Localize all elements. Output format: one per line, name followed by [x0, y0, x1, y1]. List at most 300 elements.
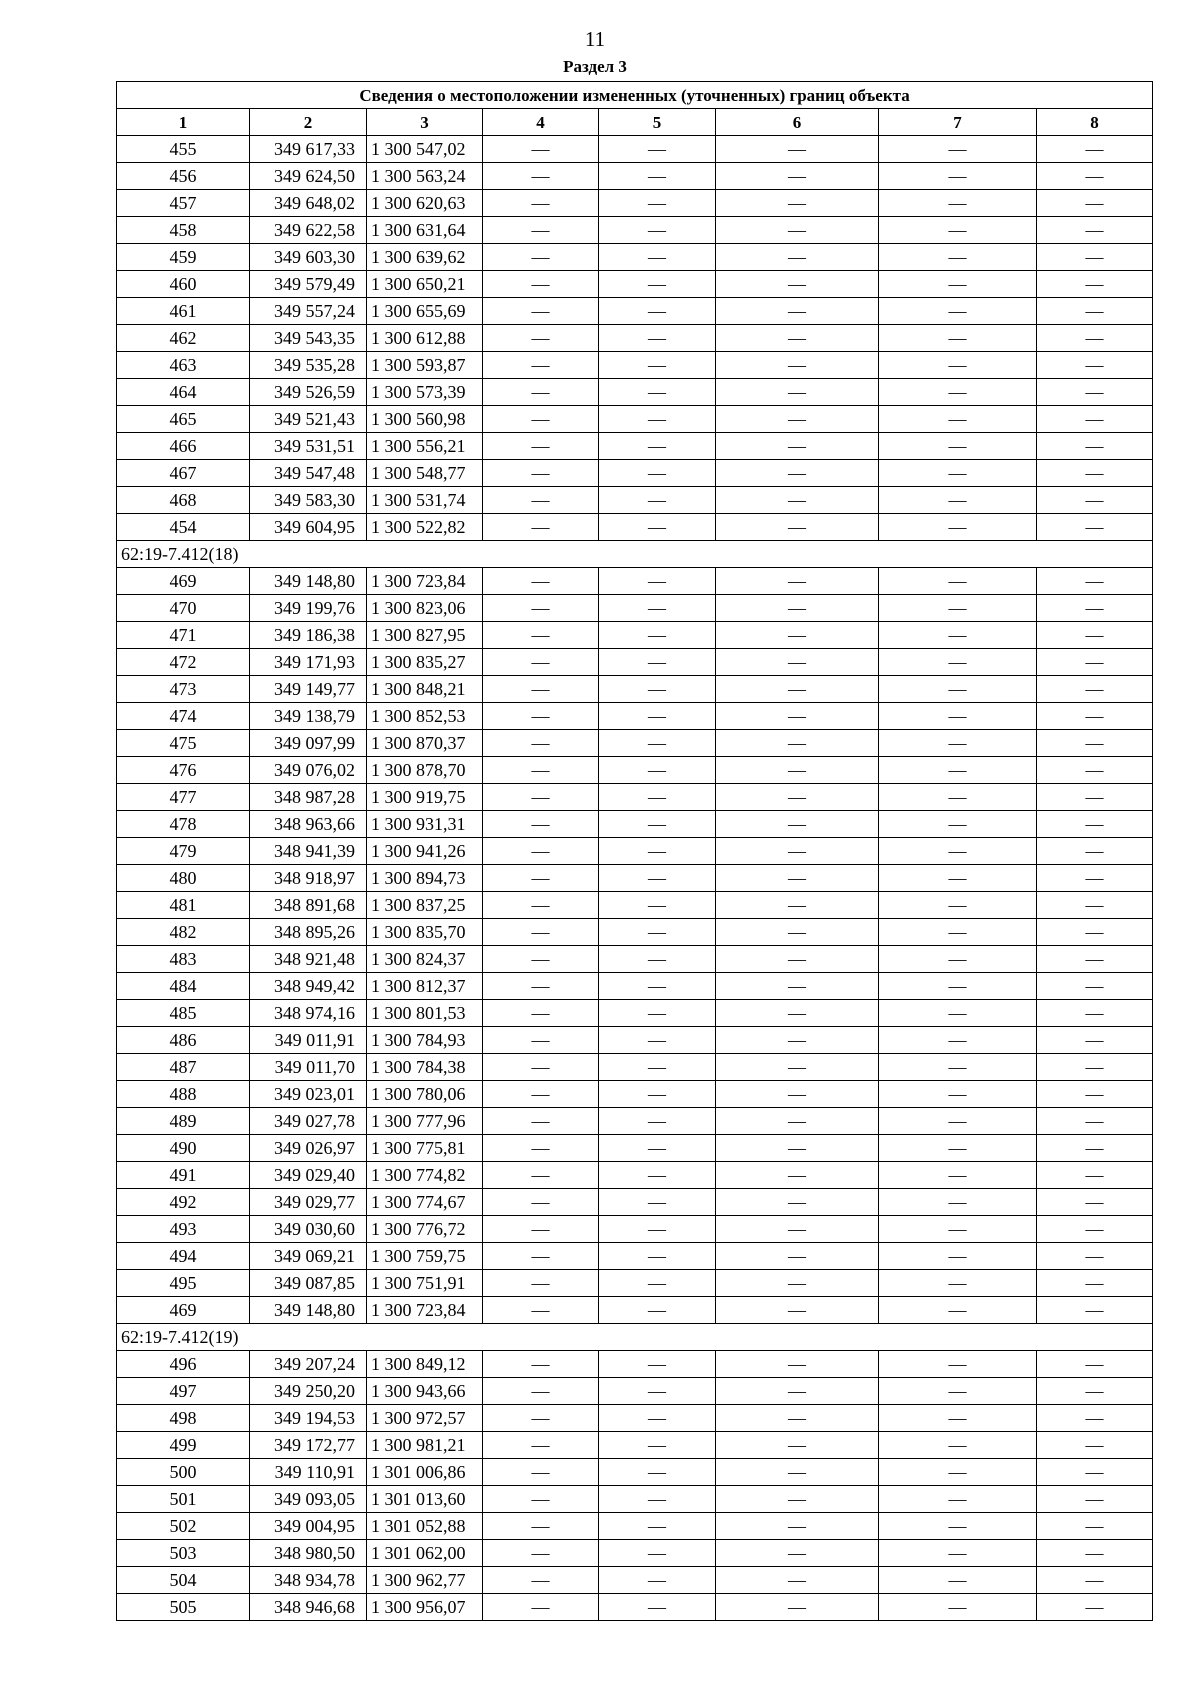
- point-number-cell: 477: [117, 784, 250, 811]
- dash-cell: —: [599, 1378, 716, 1405]
- dash-cell: —: [483, 271, 599, 298]
- table-row: [117, 325, 1153, 352]
- point-number-cell: 462: [117, 325, 250, 352]
- coordinate-x-cell: 348 949,42: [250, 973, 367, 1000]
- coordinate-x-cell: 349 186,38: [250, 622, 367, 649]
- dash-cell: —: [716, 1243, 879, 1270]
- dash-cell: —: [1037, 838, 1153, 865]
- dash-cell: —: [483, 757, 599, 784]
- coordinate-y-cell: 1 300 751,91: [367, 1270, 483, 1297]
- point-number-cell: 459: [117, 244, 250, 271]
- dash-cell: —: [599, 703, 716, 730]
- point-number-cell: 465: [117, 406, 250, 433]
- coordinate-y-cell: 1 300 780,06: [367, 1081, 483, 1108]
- dash-cell: —: [1037, 1270, 1153, 1297]
- dash-cell: —: [1037, 1432, 1153, 1459]
- point-number-cell: 469: [117, 1297, 250, 1324]
- dash-cell: —: [599, 1027, 716, 1054]
- table-row: [117, 352, 1153, 379]
- dash-cell: —: [483, 1162, 599, 1189]
- dash-cell: —: [599, 1216, 716, 1243]
- dash-cell: —: [716, 244, 879, 271]
- dash-cell: —: [879, 1081, 1037, 1108]
- coordinate-y-cell: 1 300 870,37: [367, 730, 483, 757]
- dash-cell: —: [716, 190, 879, 217]
- dash-cell: —: [879, 703, 1037, 730]
- coordinate-x-cell: 349 526,59: [250, 379, 367, 406]
- coordinate-x-cell: 349 543,35: [250, 325, 367, 352]
- coordinate-y-cell: 1 300 941,26: [367, 838, 483, 865]
- dash-cell: —: [483, 568, 599, 595]
- point-number-cell: 467: [117, 460, 250, 487]
- dash-cell: —: [879, 271, 1037, 298]
- table-row: [117, 730, 1153, 757]
- coordinate-x-cell: 349 583,30: [250, 487, 367, 514]
- point-number-cell: 458: [117, 217, 250, 244]
- dash-cell: —: [483, 514, 599, 541]
- table-row: [117, 1567, 1153, 1594]
- coordinate-x-cell: 348 918,97: [250, 865, 367, 892]
- boundary-coordinates-table: [116, 81, 1153, 1621]
- coordinate-x-cell: 349 579,49: [250, 271, 367, 298]
- dash-cell: —: [1037, 487, 1153, 514]
- dash-cell: —: [483, 1108, 599, 1135]
- coordinate-x-cell: 349 603,30: [250, 244, 367, 271]
- dash-cell: —: [716, 217, 879, 244]
- coordinate-y-cell: 1 300 812,37: [367, 973, 483, 1000]
- column-header: 4: [483, 109, 599, 136]
- dash-cell: —: [1037, 622, 1153, 649]
- dash-cell: —: [716, 1405, 879, 1432]
- coordinate-x-cell: 349 069,21: [250, 1243, 367, 1270]
- table-body: [117, 136, 1153, 1621]
- coordinate-y-cell: 1 300 522,82: [367, 514, 483, 541]
- dash-cell: —: [1037, 757, 1153, 784]
- dash-cell: —: [1037, 973, 1153, 1000]
- dash-cell: —: [599, 163, 716, 190]
- dash-cell: —: [716, 1459, 879, 1486]
- coordinate-x-cell: 349 624,50: [250, 163, 367, 190]
- coordinate-y-cell: 1 300 784,93: [367, 1027, 483, 1054]
- dash-cell: —: [716, 730, 879, 757]
- table-row: [117, 1378, 1153, 1405]
- dash-cell: —: [716, 1486, 879, 1513]
- column-header: 8: [1037, 109, 1153, 136]
- point-number-cell: 493: [117, 1216, 250, 1243]
- dash-cell: —: [599, 1513, 716, 1540]
- column-header: 6: [716, 109, 879, 136]
- dash-cell: —: [599, 1594, 716, 1621]
- point-number-cell: 482: [117, 919, 250, 946]
- dash-cell: —: [1037, 811, 1153, 838]
- dash-cell: —: [1037, 460, 1153, 487]
- coordinate-y-cell: 1 300 894,73: [367, 865, 483, 892]
- dash-cell: —: [879, 1270, 1037, 1297]
- dash-cell: —: [879, 730, 1037, 757]
- dash-cell: —: [716, 406, 879, 433]
- coordinate-x-cell: 349 011,91: [250, 1027, 367, 1054]
- dash-cell: —: [483, 1027, 599, 1054]
- coordinate-y-cell: 1 300 556,21: [367, 433, 483, 460]
- point-number-cell: 476: [117, 757, 250, 784]
- coordinate-y-cell: 1 300 777,96: [367, 1108, 483, 1135]
- dash-cell: —: [879, 1567, 1037, 1594]
- dash-cell: —: [599, 1054, 716, 1081]
- point-number-cell: 488: [117, 1081, 250, 1108]
- coordinate-x-cell: 348 980,50: [250, 1540, 367, 1567]
- dash-cell: —: [716, 514, 879, 541]
- table-row: [117, 1027, 1153, 1054]
- coordinate-y-cell: 1 300 650,21: [367, 271, 483, 298]
- coordinate-y-cell: 1 300 827,95: [367, 622, 483, 649]
- dash-cell: —: [599, 1459, 716, 1486]
- dash-cell: —: [716, 973, 879, 1000]
- point-number-cell: 492: [117, 1189, 250, 1216]
- coordinate-x-cell: 349 199,76: [250, 595, 367, 622]
- dash-cell: —: [483, 460, 599, 487]
- dash-cell: —: [716, 703, 879, 730]
- dash-cell: —: [1037, 730, 1153, 757]
- dash-cell: —: [879, 514, 1037, 541]
- dash-cell: —: [483, 136, 599, 163]
- point-number-cell: 478: [117, 811, 250, 838]
- dash-cell: —: [1037, 1459, 1153, 1486]
- dash-cell: —: [879, 298, 1037, 325]
- point-number-cell: 469: [117, 568, 250, 595]
- dash-cell: —: [1037, 190, 1153, 217]
- coordinate-y-cell: 1 300 823,06: [367, 595, 483, 622]
- coordinate-y-cell: 1 300 919,75: [367, 784, 483, 811]
- dash-cell: —: [879, 406, 1037, 433]
- coordinate-y-cell: 1 300 972,57: [367, 1405, 483, 1432]
- coordinate-x-cell: 349 076,02: [250, 757, 367, 784]
- coordinate-y-cell: 1 300 560,98: [367, 406, 483, 433]
- dash-cell: —: [1037, 1162, 1153, 1189]
- coordinate-x-cell: 349 250,20: [250, 1378, 367, 1405]
- point-number-cell: 483: [117, 946, 250, 973]
- coordinate-x-cell: 348 891,68: [250, 892, 367, 919]
- dash-cell: —: [483, 1189, 599, 1216]
- dash-cell: —: [599, 1135, 716, 1162]
- dash-cell: —: [879, 433, 1037, 460]
- dash-cell: —: [879, 1513, 1037, 1540]
- dash-cell: —: [599, 406, 716, 433]
- dash-cell: —: [483, 676, 599, 703]
- table-title-row: [117, 82, 1153, 109]
- dash-cell: —: [483, 973, 599, 1000]
- dash-cell: —: [879, 1108, 1037, 1135]
- point-number-cell: 460: [117, 271, 250, 298]
- point-number-cell: 471: [117, 622, 250, 649]
- dash-cell: —: [1037, 1513, 1153, 1540]
- dash-cell: —: [1037, 298, 1153, 325]
- coordinate-y-cell: 1 300 848,21: [367, 676, 483, 703]
- column-header: 5: [599, 109, 716, 136]
- table-row: [117, 487, 1153, 514]
- dash-cell: —: [716, 1027, 879, 1054]
- column-header-row: [117, 109, 1153, 136]
- dash-cell: —: [879, 649, 1037, 676]
- dash-cell: —: [716, 1108, 879, 1135]
- group-row: [117, 1324, 1153, 1351]
- point-number-cell: 461: [117, 298, 250, 325]
- dash-cell: —: [1037, 514, 1153, 541]
- coordinate-x-cell: 349 149,77: [250, 676, 367, 703]
- table-row: [117, 406, 1153, 433]
- coordinate-x-cell: 349 148,80: [250, 568, 367, 595]
- dash-cell: —: [599, 1486, 716, 1513]
- coordinate-y-cell: 1 300 849,12: [367, 1351, 483, 1378]
- dash-cell: —: [716, 1594, 879, 1621]
- dash-cell: —: [879, 163, 1037, 190]
- dash-cell: —: [483, 946, 599, 973]
- dash-cell: —: [483, 487, 599, 514]
- table-title: Сведения о местоположении измененных (уточненных) границ объекта: [117, 82, 1153, 109]
- dash-cell: —: [716, 892, 879, 919]
- coordinate-y-cell: 1 300 573,39: [367, 379, 483, 406]
- dash-cell: —: [879, 1216, 1037, 1243]
- dash-cell: —: [483, 1594, 599, 1621]
- point-number-cell: 490: [117, 1135, 250, 1162]
- dash-cell: —: [879, 838, 1037, 865]
- table-row: [117, 757, 1153, 784]
- coordinate-y-cell: 1 300 774,67: [367, 1189, 483, 1216]
- dash-cell: —: [599, 271, 716, 298]
- coordinate-y-cell: 1 300 775,81: [367, 1135, 483, 1162]
- coordinate-y-cell: 1 300 593,87: [367, 352, 483, 379]
- dash-cell: —: [879, 217, 1037, 244]
- coordinate-x-cell: 349 097,99: [250, 730, 367, 757]
- table-row: [117, 784, 1153, 811]
- coordinate-y-cell: 1 300 801,53: [367, 1000, 483, 1027]
- dash-cell: —: [483, 406, 599, 433]
- coordinate-x-cell: 349 029,40: [250, 1162, 367, 1189]
- point-number-cell: 480: [117, 865, 250, 892]
- dash-cell: —: [599, 1567, 716, 1594]
- column-header: 1: [117, 109, 250, 136]
- point-number-cell: 456: [117, 163, 250, 190]
- dash-cell: —: [1037, 244, 1153, 271]
- dash-cell: —: [599, 811, 716, 838]
- table-row: [117, 271, 1153, 298]
- point-number-cell: 463: [117, 352, 250, 379]
- point-number-cell: 500: [117, 1459, 250, 1486]
- dash-cell: —: [483, 1000, 599, 1027]
- point-number-cell: 466: [117, 433, 250, 460]
- point-number-cell: 504: [117, 1567, 250, 1594]
- dash-cell: —: [599, 838, 716, 865]
- point-number-cell: 495: [117, 1270, 250, 1297]
- table-row: [117, 622, 1153, 649]
- coordinate-y-cell: 1 300 655,69: [367, 298, 483, 325]
- dash-cell: —: [1037, 1567, 1153, 1594]
- dash-cell: —: [599, 946, 716, 973]
- dash-cell: —: [1037, 325, 1153, 352]
- coordinate-x-cell: 349 531,51: [250, 433, 367, 460]
- coordinate-x-cell: 349 026,97: [250, 1135, 367, 1162]
- coordinate-x-cell: 349 004,95: [250, 1513, 367, 1540]
- table-row: [117, 136, 1153, 163]
- dash-cell: —: [879, 1351, 1037, 1378]
- dash-cell: —: [599, 514, 716, 541]
- coordinate-y-cell: 1 300 981,21: [367, 1432, 483, 1459]
- dash-cell: —: [716, 1513, 879, 1540]
- coordinate-y-cell: 1 300 835,27: [367, 649, 483, 676]
- dash-cell: —: [483, 217, 599, 244]
- dash-cell: —: [483, 1054, 599, 1081]
- table-row: [117, 217, 1153, 244]
- table-row: [117, 1513, 1153, 1540]
- dash-cell: —: [879, 757, 1037, 784]
- dash-cell: —: [599, 244, 716, 271]
- coordinate-y-cell: 1 300 547,02: [367, 136, 483, 163]
- dash-cell: —: [599, 352, 716, 379]
- dash-cell: —: [1037, 946, 1153, 973]
- dash-cell: —: [599, 1351, 716, 1378]
- coordinate-y-cell: 1 301 062,00: [367, 1540, 483, 1567]
- dash-cell: —: [716, 865, 879, 892]
- table-row: [117, 1432, 1153, 1459]
- table-row: [117, 514, 1153, 541]
- table-row: [117, 433, 1153, 460]
- dash-cell: —: [716, 1351, 879, 1378]
- dash-cell: —: [599, 1270, 716, 1297]
- coordinate-x-cell: 349 535,28: [250, 352, 367, 379]
- coordinate-y-cell: 1 300 956,07: [367, 1594, 483, 1621]
- point-number-cell: 472: [117, 649, 250, 676]
- section-title: Раздел 3: [563, 57, 627, 76]
- coordinate-y-cell: 1 300 837,25: [367, 892, 483, 919]
- dash-cell: —: [716, 1135, 879, 1162]
- coordinate-x-cell: 349 604,95: [250, 514, 367, 541]
- table-row: [117, 1081, 1153, 1108]
- dash-cell: —: [483, 649, 599, 676]
- dash-cell: —: [599, 622, 716, 649]
- dash-cell: —: [483, 1486, 599, 1513]
- dash-cell: —: [483, 325, 599, 352]
- table-row: [117, 811, 1153, 838]
- table-row: [117, 1459, 1153, 1486]
- dash-cell: —: [716, 1432, 879, 1459]
- dash-cell: —: [879, 1135, 1037, 1162]
- dash-cell: —: [716, 919, 879, 946]
- dash-cell: —: [599, 595, 716, 622]
- dash-cell: —: [1037, 1135, 1153, 1162]
- dash-cell: —: [599, 433, 716, 460]
- dash-cell: —: [879, 892, 1037, 919]
- dash-cell: —: [879, 190, 1037, 217]
- coordinate-x-cell: 348 921,48: [250, 946, 367, 973]
- dash-cell: —: [599, 1108, 716, 1135]
- coordinate-y-cell: 1 300 784,38: [367, 1054, 483, 1081]
- dash-cell: —: [599, 568, 716, 595]
- coordinate-x-cell: 349 030,60: [250, 1216, 367, 1243]
- point-number-cell: 479: [117, 838, 250, 865]
- dash-cell: —: [716, 568, 879, 595]
- dash-cell: —: [483, 433, 599, 460]
- dash-cell: —: [599, 919, 716, 946]
- table-row: [117, 1135, 1153, 1162]
- coordinate-x-cell: 349 138,79: [250, 703, 367, 730]
- dash-cell: —: [879, 379, 1037, 406]
- coordinate-y-cell: 1 300 548,77: [367, 460, 483, 487]
- dash-cell: —: [1037, 136, 1153, 163]
- coordinate-y-cell: 1 300 962,77: [367, 1567, 483, 1594]
- point-number-cell: 503: [117, 1540, 250, 1567]
- dash-cell: —: [483, 1351, 599, 1378]
- coordinate-x-cell: 349 023,01: [250, 1081, 367, 1108]
- dash-cell: —: [1037, 1594, 1153, 1621]
- dash-cell: —: [1037, 703, 1153, 730]
- point-number-cell: 496: [117, 1351, 250, 1378]
- dash-cell: —: [879, 136, 1037, 163]
- dash-cell: —: [483, 1216, 599, 1243]
- dash-cell: —: [1037, 379, 1153, 406]
- coordinate-y-cell: 1 300 631,64: [367, 217, 483, 244]
- point-number-cell: 497: [117, 1378, 250, 1405]
- point-number-cell: 485: [117, 1000, 250, 1027]
- point-number-cell: 484: [117, 973, 250, 1000]
- table-row: [117, 244, 1153, 271]
- dash-cell: —: [599, 379, 716, 406]
- dash-cell: —: [483, 1270, 599, 1297]
- coordinate-y-cell: 1 300 612,88: [367, 325, 483, 352]
- dash-cell: —: [879, 1243, 1037, 1270]
- coordinate-x-cell: 348 974,16: [250, 1000, 367, 1027]
- dash-cell: —: [483, 1081, 599, 1108]
- dash-cell: —: [599, 1000, 716, 1027]
- dash-cell: —: [716, 1270, 879, 1297]
- dash-cell: —: [599, 757, 716, 784]
- point-number-cell: 470: [117, 595, 250, 622]
- dash-cell: —: [879, 1378, 1037, 1405]
- coordinate-x-cell: 349 029,77: [250, 1189, 367, 1216]
- dash-cell: —: [879, 1405, 1037, 1432]
- dash-cell: —: [1037, 865, 1153, 892]
- dash-cell: —: [716, 1000, 879, 1027]
- dash-cell: —: [483, 1405, 599, 1432]
- dash-cell: —: [879, 946, 1037, 973]
- dash-cell: —: [1037, 217, 1153, 244]
- coordinate-x-cell: 348 934,78: [250, 1567, 367, 1594]
- dash-cell: —: [483, 919, 599, 946]
- table-row: [117, 973, 1153, 1000]
- table-row: [117, 1000, 1153, 1027]
- dash-cell: —: [716, 487, 879, 514]
- dash-cell: —: [716, 460, 879, 487]
- dash-cell: —: [879, 1486, 1037, 1513]
- dash-cell: —: [599, 460, 716, 487]
- dash-cell: —: [1037, 676, 1153, 703]
- dash-cell: —: [716, 271, 879, 298]
- column-header: 3: [367, 109, 483, 136]
- dash-cell: —: [599, 136, 716, 163]
- dash-cell: —: [716, 622, 879, 649]
- point-number-cell: 481: [117, 892, 250, 919]
- table-row: [117, 379, 1153, 406]
- dash-cell: —: [1037, 919, 1153, 946]
- dash-cell: —: [599, 298, 716, 325]
- dash-cell: —: [716, 757, 879, 784]
- coordinate-y-cell: 1 300 776,72: [367, 1216, 483, 1243]
- dash-cell: —: [483, 1378, 599, 1405]
- point-number-cell: 501: [117, 1486, 250, 1513]
- table-row: [117, 1270, 1153, 1297]
- dash-cell: —: [879, 1297, 1037, 1324]
- table-row: [117, 568, 1153, 595]
- table-row: [117, 298, 1153, 325]
- coordinate-x-cell: 349 207,24: [250, 1351, 367, 1378]
